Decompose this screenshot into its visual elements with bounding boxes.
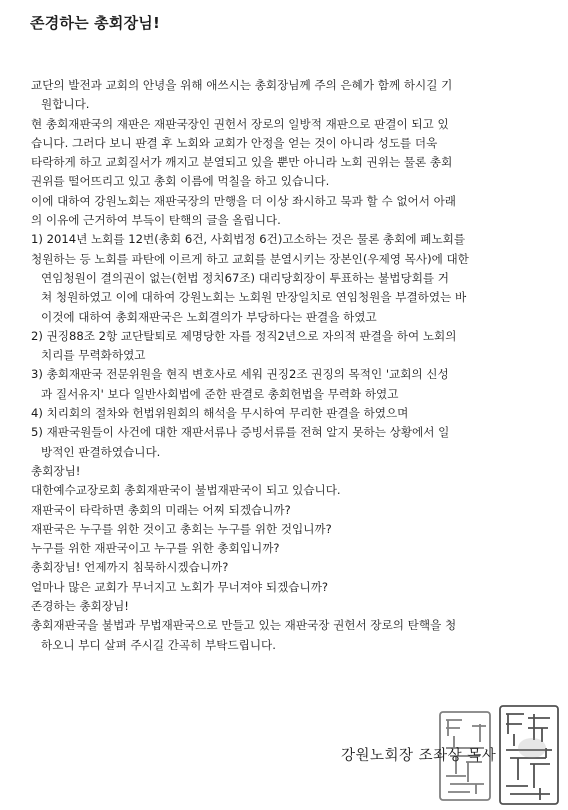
body-line: 하오니 부디 살펴 주시길 간곡히 부탁드립니다. <box>41 637 276 652</box>
body-line: 방적인 판결하였습니다. <box>41 444 161 459</box>
body-line: 청원하는 등 노회를 파탄에 이르게 하고 교회를 분열시키는 장본인(우제영 목사)에 대한 <box>31 251 469 266</box>
signature-line: 강원노회장 조좌상 목사 <box>341 748 497 764</box>
body-line: 권위를 떨어뜨리고 있고 총회 이름에 먹칠을 하고 있습니다. <box>31 174 330 189</box>
body-line: 대한예수교장로회 총회재판국이 불법재판국이 되고 있습니다. <box>31 483 341 498</box>
body-line: 과 질서유지' 보다 일반사회법에 준한 판결로 총회헌법을 무력화 하였고 <box>41 386 399 401</box>
letter-body <box>31 76 541 655</box>
body-line: 습니다. 그러다 보니 판결 후 노회와 교회가 안정을 얻는 것이 아니라 성도를 더욱 <box>31 135 438 150</box>
body-line: 의 이유에 근거하여 부득이 탄핵의 글을 올립니다. <box>31 213 281 228</box>
body-line: 총회재판국을 불법과 무법재판국으로 만들고 있는 재판국장 권헌서 장로의 탄핵을 청 <box>31 618 457 633</box>
body-line: 2) 권징88조 2항 교단탈퇴로 제명당한 자를 정직2년으로 자의적 판결을 하여 노회의 <box>31 328 457 343</box>
page-title: 존경하는 총회장님! <box>30 14 160 32</box>
body-line: 총회장님! <box>31 463 81 478</box>
body-line: 누구를 위한 재판국이고 누구를 위한 총회입니까? <box>31 541 280 556</box>
body-line: 존경하는 총회장님! <box>31 599 129 614</box>
body-line: 원합니다. <box>41 97 90 112</box>
body-line: 5) 재판국원들이 사건에 대한 재판서류나 증빙서류를 전혀 알지 못하는 상황에서 일 <box>31 425 450 440</box>
body-line: 얼마나 많은 교회가 무너지고 노회가 무너져야 되겠습니까? <box>31 579 329 594</box>
body-line: 타락하게 하고 교회질서가 깨지고 분열되고 있을 뿐만 아니라 노회 권위는 물론 총회 <box>31 155 453 170</box>
body-line: 현 총회재판국의 재판은 재판국장인 권헌서 장로의 일방적 재판으로 판결이 되고 있 <box>31 116 449 131</box>
body-line: 이것에 대하여 총회재판국은 노회결의가 부당하다는 판결을 하였고 <box>41 309 377 324</box>
body-line: 재판국은 누구를 위한 것이고 총회는 누구를 위한 것입니까? <box>31 521 332 536</box>
body-line: 총회장님! 언제까지 침묵하시겠습니까? <box>31 560 229 575</box>
body-line: 1) 2014년 노회를 12번(총회 6건, 사회법정 6건)고소하는 것은 물론 총회에 폐노회를 <box>31 232 466 247</box>
body-line: 쳐 청원하였고 이에 대하여 강원노회는 노회원 만장일치로 연임청원을 부결하였는 바 <box>41 290 467 305</box>
body-line: 연임청원이 결의권이 없는(헌법 정치67조) 대리당회장이 투표하는 불법당회를 거 <box>41 270 449 285</box>
body-line: 4) 치리회의 절차와 헌법위원회의 해석을 무시하여 무리한 판결을 하였으며 <box>31 406 409 421</box>
body-line: 재판국이 타락하면 총회의 미래는 어찌 되겠습니까? <box>31 502 291 517</box>
body-line: 치리를 무력화하였고 <box>41 348 146 363</box>
body-line: 교단의 발전과 교회의 안녕을 위해 애쓰시는 총회장님께 주의 은혜가 함께 하시길 기 <box>31 78 453 92</box>
body-line: 3) 총회재판국 전문위원을 현직 변호사로 세워 권징2조 권징의 목적인 '교회의 신성 <box>31 367 449 382</box>
body-line: 이에 대하여 강원노회는 재판국장의 만행을 더 이상 좌시하고 묵과 할 수 없어서 아래 <box>31 193 457 208</box>
